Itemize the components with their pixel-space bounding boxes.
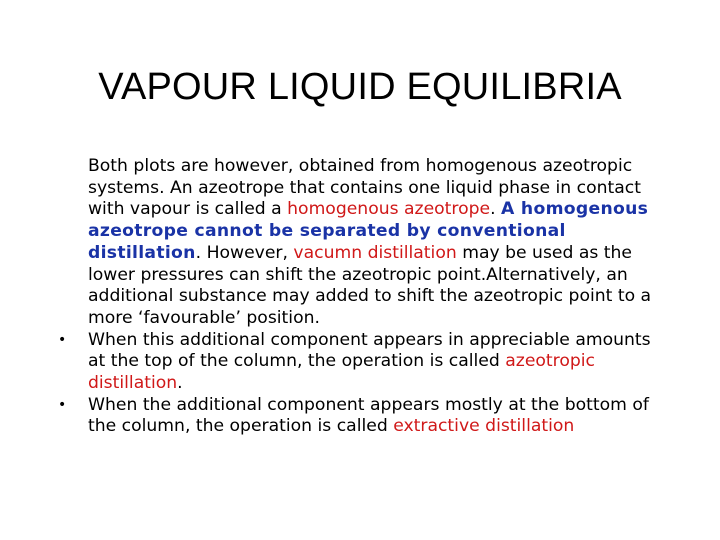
key-statement: A homogenous azeotrope cannot be separated by conventional distillation [88,199,649,263]
term-extractive-distillation: extractive distillation [393,416,575,437]
slide-title: VAPOUR LIQUID EQUILIBRIA [98,66,622,108]
intro-paragraph [56,156,666,330]
term-vacumn-distillation: vacumn distillation [293,242,457,263]
bullet-item-extractive [56,395,666,438]
intro-text-c: . However, [195,242,294,263]
term-homogenous-azeotrope: homogenous azeotrope [287,199,491,220]
bullet-2-text-a: When the additional component appears mostly at the bottom of the column, the operation is called [88,394,649,437]
slide-body [56,156,666,438]
bullet-1-text-b: . [177,373,183,394]
intro-text-d: may be used as the lower pressures can shift the azeotropic point.Alternatively, an additional substance may added to shift the azeotropic point to a more ‘favourable’ position. [88,242,652,328]
intro-text-a: Both plots are however, obtained from homogenous azeotropic systems. An azeotrope that contains one liquid phase in contact with vapour is called a [88,156,641,220]
bullet-dot-icon: • [58,331,67,348]
bullet-item-azeotropic [56,330,666,395]
intro-text-b: . [490,199,502,220]
bullet-1-text-a: When this additional component appears in appreciable amounts at the top of the column, the operation is called [88,329,651,372]
term-azeotropic-distillation: azeotropic distillation [88,351,595,394]
bullet-dot-icon: • [58,396,67,413]
